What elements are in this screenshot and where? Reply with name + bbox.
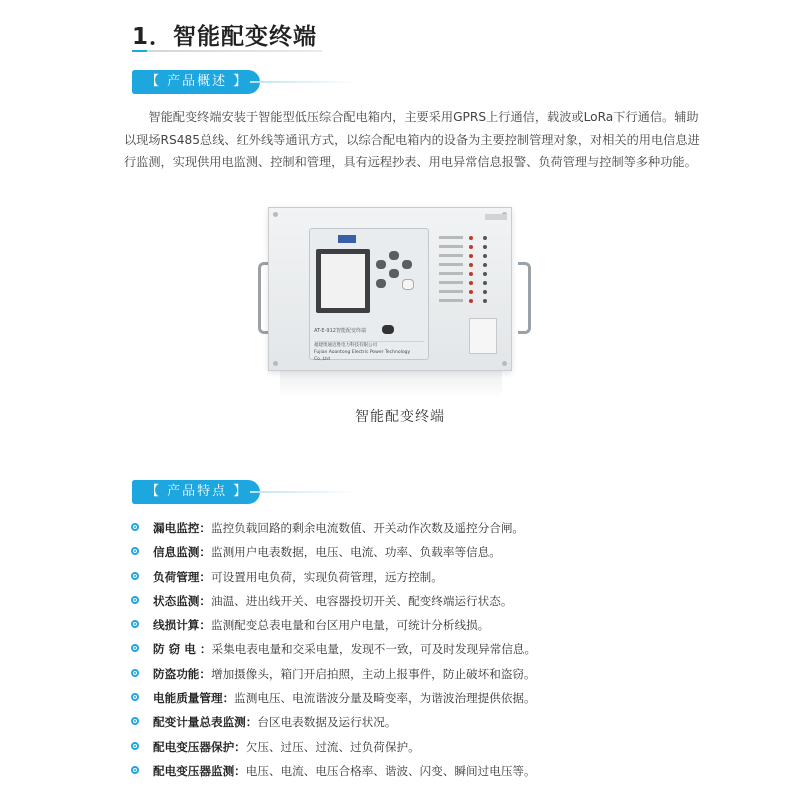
feature-description: 监测配变总表电量和台区用户电量，可统计分析线损。 — [210, 618, 490, 633]
device-lcd-screen — [316, 249, 370, 313]
feature-name: 负荷管理： — [153, 569, 211, 584]
device-right-handle — [518, 262, 531, 334]
feature-description: 台区电表数据及运行状况。 — [257, 715, 397, 730]
section-features-label: 【 产品特点 】 — [132, 480, 260, 504]
circle-bullet-icon — [131, 572, 139, 580]
feature-name: 线损计算： — [153, 618, 211, 633]
feature-item — [131, 761, 536, 785]
circle-bullet-icon — [131, 742, 139, 750]
section-overview-label: 【 产品概述 】 — [132, 70, 260, 94]
circle-bullet-icon — [131, 766, 139, 774]
device-brand-label — [314, 341, 424, 362]
feature-description: 可设置用电负荷，实现负荷管理，远方控制。 — [210, 569, 443, 584]
feature-description: 监测电压、电流谐波分量及畸变率，为谐波治理提供依据。 — [234, 691, 536, 706]
keypad-left-key — [376, 260, 386, 269]
device-screw — [273, 361, 278, 366]
device-brand-en: Fujian Aoantong Electric Power Technology Co.,Ltd — [314, 350, 411, 362]
keypad-down-key — [389, 269, 399, 278]
feature-item — [131, 542, 536, 566]
keypad-up-key — [389, 251, 399, 260]
feature-item — [131, 712, 536, 736]
led-row — [439, 236, 499, 241]
feature-item — [131, 688, 536, 712]
feature-item — [131, 567, 536, 591]
section-overview-tag — [132, 70, 362, 94]
device-card-slot — [469, 318, 497, 354]
device-reflection — [280, 370, 502, 398]
feature-description: 增加摄像头，箱门开启拍照，主动上报事件，防止破坏和盗窃。 — [210, 666, 536, 681]
circle-bullet-icon — [131, 644, 139, 652]
intro-paragraph: 智能配变终端安装于智能型低压综合配电箱内，主要采用GPRS上行通信，载波或LoRa下行通信。辅助以现场RS485总线、红外线等通讯方式，以综合配电箱内的设备为主要控制管理对象，对相关的用电信息进行监测，实现供用电监测、控制和管理，具有远程抄表、用电异常信息报警、负荷管理与控制等多种功能。 — [124, 110, 700, 169]
device-led-indicators — [439, 236, 499, 316]
device-corner-label — [485, 214, 507, 220]
feature-description: 欠压、过压、过流、过负荷保护。 — [245, 739, 420, 754]
feature-name: 信息监测： — [153, 545, 211, 560]
led-row — [439, 245, 499, 250]
feature-item — [131, 737, 536, 761]
led-row — [439, 299, 499, 304]
section-features-tail — [250, 491, 360, 493]
feature-description: 电压、电流、电压合格率、谐波、闪变、瞬间过电压等。 — [245, 763, 536, 778]
feature-name: 电能质量管理： — [153, 691, 235, 706]
device-panel-tag — [338, 235, 356, 243]
feature-item — [131, 615, 536, 639]
section-features-tag — [132, 480, 362, 504]
keypad-enter-key — [376, 279, 386, 288]
feature-description: 监测用户电表数据，电压、电流、功率、负载率等信息。 — [210, 545, 501, 560]
led-row — [439, 263, 499, 268]
feature-name: 防盗功能： — [153, 666, 211, 681]
led-row — [439, 272, 499, 277]
keypad-right-key — [402, 260, 412, 269]
device-screw — [273, 212, 278, 217]
circle-bullet-icon — [131, 547, 139, 555]
device-front-panel — [309, 228, 429, 360]
feature-name: 配电变压器保护： — [153, 739, 246, 754]
section-overview-tail — [250, 81, 360, 83]
device-caption: 智能配变终端 — [355, 409, 445, 425]
led-row — [439, 254, 499, 259]
device-image — [268, 207, 512, 371]
feature-name: 漏电监控： — [153, 521, 211, 535]
circle-bullet-icon — [131, 693, 139, 701]
circle-bullet-icon — [131, 620, 139, 628]
title-underline — [132, 50, 322, 52]
page-title: 1．智能配变终端 — [132, 24, 318, 50]
feature-item — [131, 518, 536, 542]
keypad-escape-key — [402, 279, 414, 290]
feature-name: 防 窃 电 ： — [153, 642, 212, 657]
feature-item — [131, 639, 536, 663]
feature-description: 监控负载回路的剩余电流数值、开关动作次数及遥控分合闸。 — [210, 521, 525, 535]
feature-item — [131, 591, 536, 615]
feature-list — [131, 518, 536, 785]
feature-name: 配电变压器监测： — [153, 763, 246, 778]
circle-bullet-icon — [131, 596, 139, 604]
circle-bullet-icon — [131, 717, 139, 725]
feature-name: 状态监测： — [153, 593, 211, 608]
device-brand-cn: 福建奥通迈胜电力科技有限公司 — [314, 343, 377, 348]
device-keypad — [374, 251, 414, 291]
feature-description: 油温、进出线开关、电容器投切开关、配变终端运行状态。 — [210, 593, 513, 608]
feature-item — [131, 664, 536, 688]
led-row — [439, 281, 499, 286]
feature-description: 采集电表电量和交采电量，发现不一致，可及时发现异常信息。 — [211, 642, 537, 657]
device-knob — [382, 325, 394, 334]
device-screw — [502, 361, 507, 366]
circle-bullet-icon — [131, 669, 139, 677]
led-row — [439, 290, 499, 295]
device-model-label: AT-E-912智能配变终端 — [314, 328, 366, 334]
feature-name: 配变计量总表监测： — [153, 715, 258, 730]
circle-bullet-icon — [131, 523, 139, 531]
